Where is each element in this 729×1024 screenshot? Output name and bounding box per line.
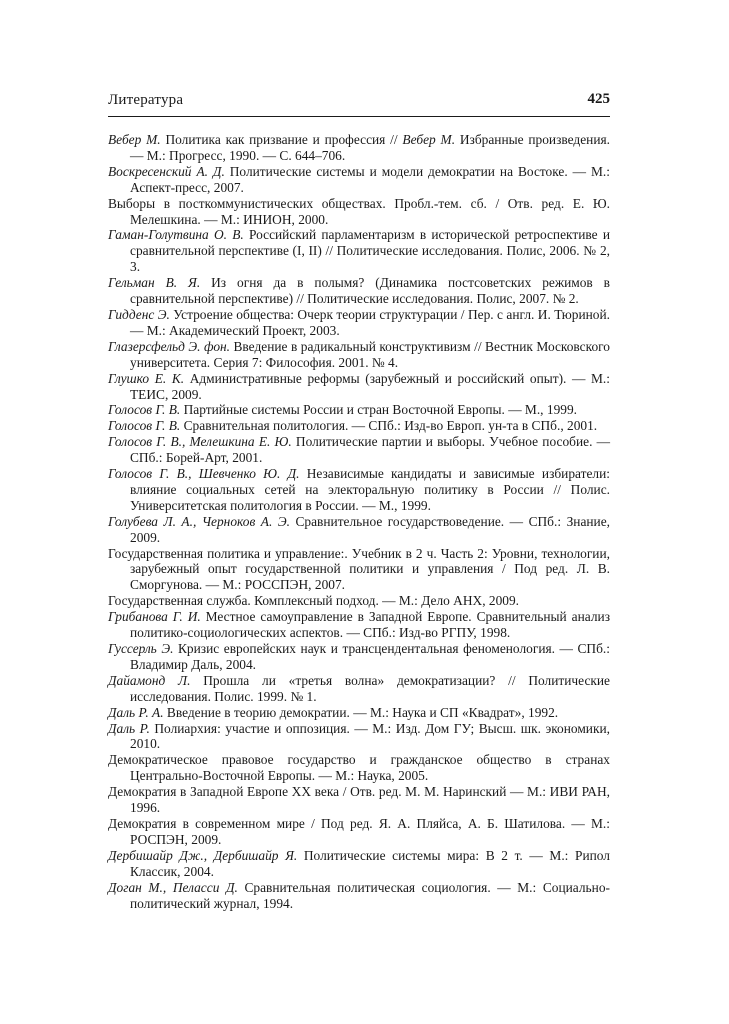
reference-author: Дербишайр Дж., Дербишайр Я. bbox=[108, 847, 298, 863]
reference-text: Устроение общества: Очерк теории структурации / Пер. с англ. И. Тюриной. — М.: Академический Проект, 2003. bbox=[130, 306, 610, 338]
page-number: 425 bbox=[587, 91, 610, 107]
reference-author: Голосов Г. В., Шевченко Ю. Д. bbox=[108, 466, 300, 482]
reference-text: Независимые кандидаты и зависимые избиратели: влияние социальных сетей на электоральную политику в России // Полис. Университетская политология в России. — М., 1999. bbox=[130, 466, 610, 513]
reference-entry bbox=[108, 307, 610, 339]
reference-entry bbox=[108, 339, 610, 371]
reference-author: Гаман-Голутвина О. В. bbox=[108, 227, 244, 243]
reference-entry bbox=[108, 227, 610, 275]
reference-entry bbox=[108, 514, 610, 546]
reference-author: Гуссерль Э. bbox=[108, 641, 174, 656]
reference-entry bbox=[108, 816, 610, 848]
reference-entry bbox=[108, 371, 610, 403]
reference-text: Сравнительное государствоведение. — СПб.: Знание, 2009. bbox=[130, 513, 611, 545]
reference-entry bbox=[108, 752, 610, 784]
reference-text: Местное самоуправление в Западной Европе. Сравнительный анализ политико-социологических аспектов. — СПб.: Изд-во РГПУ, 1998. bbox=[130, 609, 610, 641]
reference-text: Избранные произведения. — М.: Прогресс, 1990. — С. 644–706. bbox=[130, 132, 610, 163]
reference-author: Даль Р. А. bbox=[108, 704, 164, 720]
reference-author: Голосов Г. В., Мелешкина Е. Ю. bbox=[108, 434, 292, 450]
reference-text: Кризис европейских наук и трансцендентальная феноменология. — СПб.: Владимир Даль, 2004. bbox=[130, 641, 610, 672]
reference-author: Гидденс Э. bbox=[108, 306, 170, 322]
reference-entry bbox=[108, 848, 610, 880]
reference-text: Демократия в современном мире / Под ред. Я. А. Пляйса, А. Б. Шатилова. — М.: РОСПЭН, 2009. bbox=[108, 815, 610, 847]
reference-author: Гельман В. Я. bbox=[108, 275, 201, 291]
reference-text: Политические системы и модели демократии на Востоке. — М.: Аспект-пресс, 2007. bbox=[130, 163, 610, 195]
reference-author: Вебер М. bbox=[402, 132, 456, 147]
reference-entry bbox=[108, 880, 610, 912]
reference-text: Государственная политика и управление:. Учебник в 2 ч. Часть 2: Уровни, технологии, зарубежный опыт государственной политики и управления / Под ред. Л. В. Сморгунова. — М.: РОССПЭН, 2007. bbox=[108, 545, 610, 593]
reference-text: Административные реформы (зарубежный и российский опыт). — М.: ТЕИС, 2009. bbox=[130, 370, 610, 402]
reference-text: Введение в теорию демократии. — М.: Наука и СП «Квадрат», 1992. bbox=[163, 704, 559, 720]
reference-text: Политические системы мира: В 2 т. — М.: Рипол Классик, 2004. bbox=[130, 847, 610, 879]
reference-entry bbox=[108, 546, 610, 594]
reference-entry bbox=[108, 196, 610, 228]
reference-entry bbox=[108, 721, 610, 753]
reference-author: Дайамонд Л. bbox=[108, 672, 191, 688]
reference-entry bbox=[108, 164, 610, 196]
reference-text: Из огня да в полымя? (Динамика постсоветских режимов в сравнительной перспективе) // Политические исследования. Полис, 2007. № 2. bbox=[130, 275, 610, 307]
reference-entry bbox=[108, 593, 610, 609]
reference-text: Введение в радикальный конструктивизм // Вестник Московского университета. Серия 7: Философия. 2001. № 4. bbox=[130, 338, 610, 370]
reference-entry bbox=[108, 418, 610, 434]
reference-text: Демократия в Западной Европе XX века / Отв. ред. М. М. Наринский — М.: ИВИ РАН, 1996. bbox=[108, 784, 610, 816]
reference-author: Грибанова Г. И. bbox=[108, 609, 201, 625]
reference-author: Доган М., Пеласси Д. bbox=[108, 879, 238, 895]
running-header bbox=[108, 90, 610, 117]
reference-entry bbox=[108, 402, 610, 418]
reference-entry bbox=[108, 275, 610, 307]
reference-text: Государственная служба. Комплексный подход. — М.: Дело АНХ, 2009. bbox=[108, 593, 520, 609]
reference-entry bbox=[108, 434, 610, 466]
section-title: Литература bbox=[108, 92, 184, 108]
reference-entry bbox=[108, 641, 610, 673]
reference-entry bbox=[108, 466, 610, 514]
reference-author: Голосов Г. В. bbox=[108, 418, 181, 434]
reference-entry bbox=[108, 673, 610, 705]
reference-text: Прошла ли «третья волна» демократизации? // Политические исследования. Полис. 1999. № 1. bbox=[130, 672, 610, 704]
reference-author: Воскресенский А. Д. bbox=[108, 163, 225, 179]
reference-list bbox=[108, 132, 610, 911]
reference-text: Выборы в посткоммунистических обществах. Пробл.-тем. сб. / Отв. ред. Е. Ю. Мелешкина. — М.: ИНИОН, 2000. bbox=[108, 195, 610, 227]
reference-text: Полиархия: участие и оппозиция. — М.: Изд. Дом ГУ; Высш. шк. экономики, 2010. bbox=[130, 720, 610, 752]
reference-author: Глазерсфельд Э. фон. bbox=[108, 338, 231, 354]
reference-text: Сравнительная политическая социология. — М.: Социально-политический журнал, 1994. bbox=[130, 879, 610, 911]
reference-text: Демократическое правовое государство и гражданское общество в странах Центрально-Восточной Европы. — М.: Наука, 2005. bbox=[108, 752, 610, 784]
reference-author: Глушко Е. К. bbox=[108, 370, 185, 386]
reference-entry bbox=[108, 609, 610, 641]
reference-text: Сравнительная политология. — СПб.: Изд-во Европ. ун-та в СПб., 2001. bbox=[180, 418, 598, 434]
reference-text: Российский парламентаризм в исторической ретроспективе и сравнительной перспективе (I, II) // Политические исследования. Полис, 2006. № 2, 3. bbox=[130, 227, 610, 275]
reference-author: Вебер М. bbox=[108, 132, 161, 147]
reference-text: Политика как призвание и профессия // bbox=[160, 132, 403, 147]
reference-entry bbox=[108, 705, 610, 721]
reference-author: Голубева Л. А., Черноков А. Э. bbox=[108, 513, 290, 529]
reference-author: Голосов Г. В. bbox=[108, 402, 181, 418]
reference-author: Даль Р. bbox=[108, 720, 150, 736]
reference-entry bbox=[108, 132, 610, 164]
reference-text: Партийные системы России и стран Восточной Европы. — М., 1999. bbox=[180, 402, 578, 418]
reference-entry bbox=[108, 784, 610, 816]
reference-text: Политические партии и выборы. Учебное пособие. — СПб.: Борей-Арт, 2001. bbox=[130, 434, 611, 466]
